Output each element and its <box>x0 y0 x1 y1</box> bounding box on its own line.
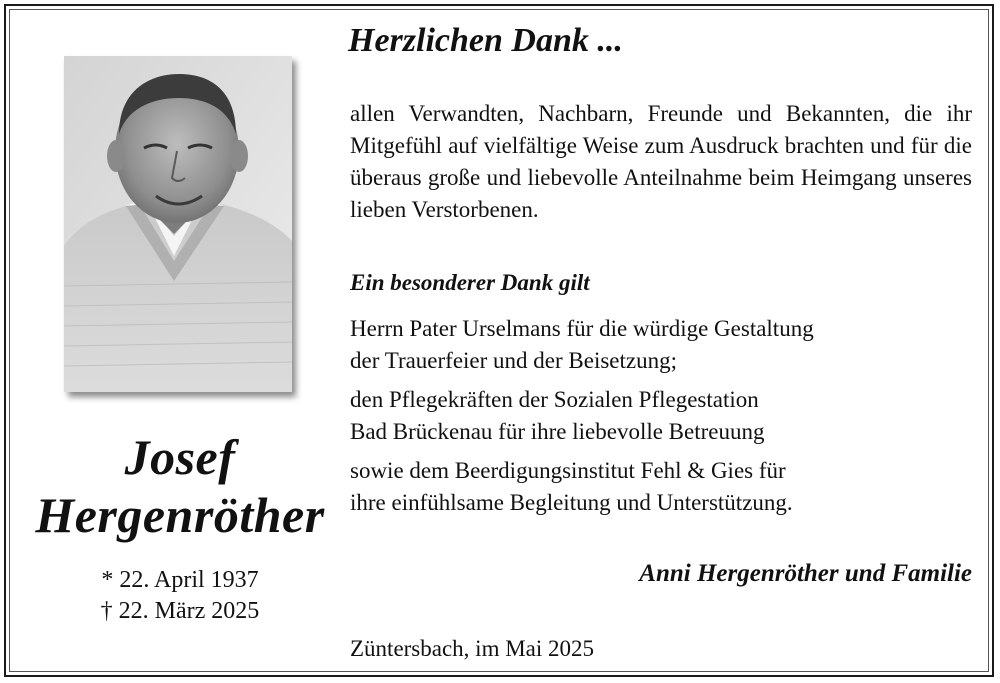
thanks-line: der Trauerfeier und der Beisetzung; <box>350 348 678 373</box>
thanks-line: den Pflegekräften der Sozialen Pflegestation <box>350 387 759 412</box>
thanks-line: ihre einfühlsame Begleitung und Unterstützung. <box>350 490 793 515</box>
deceased-first-name: Josef <box>124 429 236 485</box>
place-and-date: Züntersbach, im Mai 2025 <box>350 636 595 661</box>
portrait-photo-icon <box>64 56 292 392</box>
special-thanks-heading: Ein besonderer Dank gilt <box>350 270 590 295</box>
thanks-line: sowie dem Beerdigungsinstitut Fehl & Gies für <box>350 458 786 483</box>
thanks-line: Bad Brückenau für ihre liebevolle Betreuung <box>350 419 765 444</box>
thanks-paragraph: allen Verwandten, Nachbarn, Freunde und Bekannten, die ihr Mitgefühl auf vielfältige Weise zum Ausdruck brachten und für die überaus große und liebevolle Anteilnahme beim Heimgang unseres lieben Verstorbenen. <box>350 101 972 222</box>
portrait-photo <box>64 56 292 392</box>
birth-date: * 22. April 1937 <box>101 567 259 593</box>
deceased-last-name: Hergenröther <box>35 487 325 543</box>
death-date: † 22. März 2025 <box>100 598 260 624</box>
thanks-heading: Herzlichen Dank ... <box>348 22 623 59</box>
family-signature: Anni Hergenröther und Familie <box>639 560 972 587</box>
thanks-line: Herrn Pater Urselmans für die würdige Gestaltung <box>350 316 814 341</box>
